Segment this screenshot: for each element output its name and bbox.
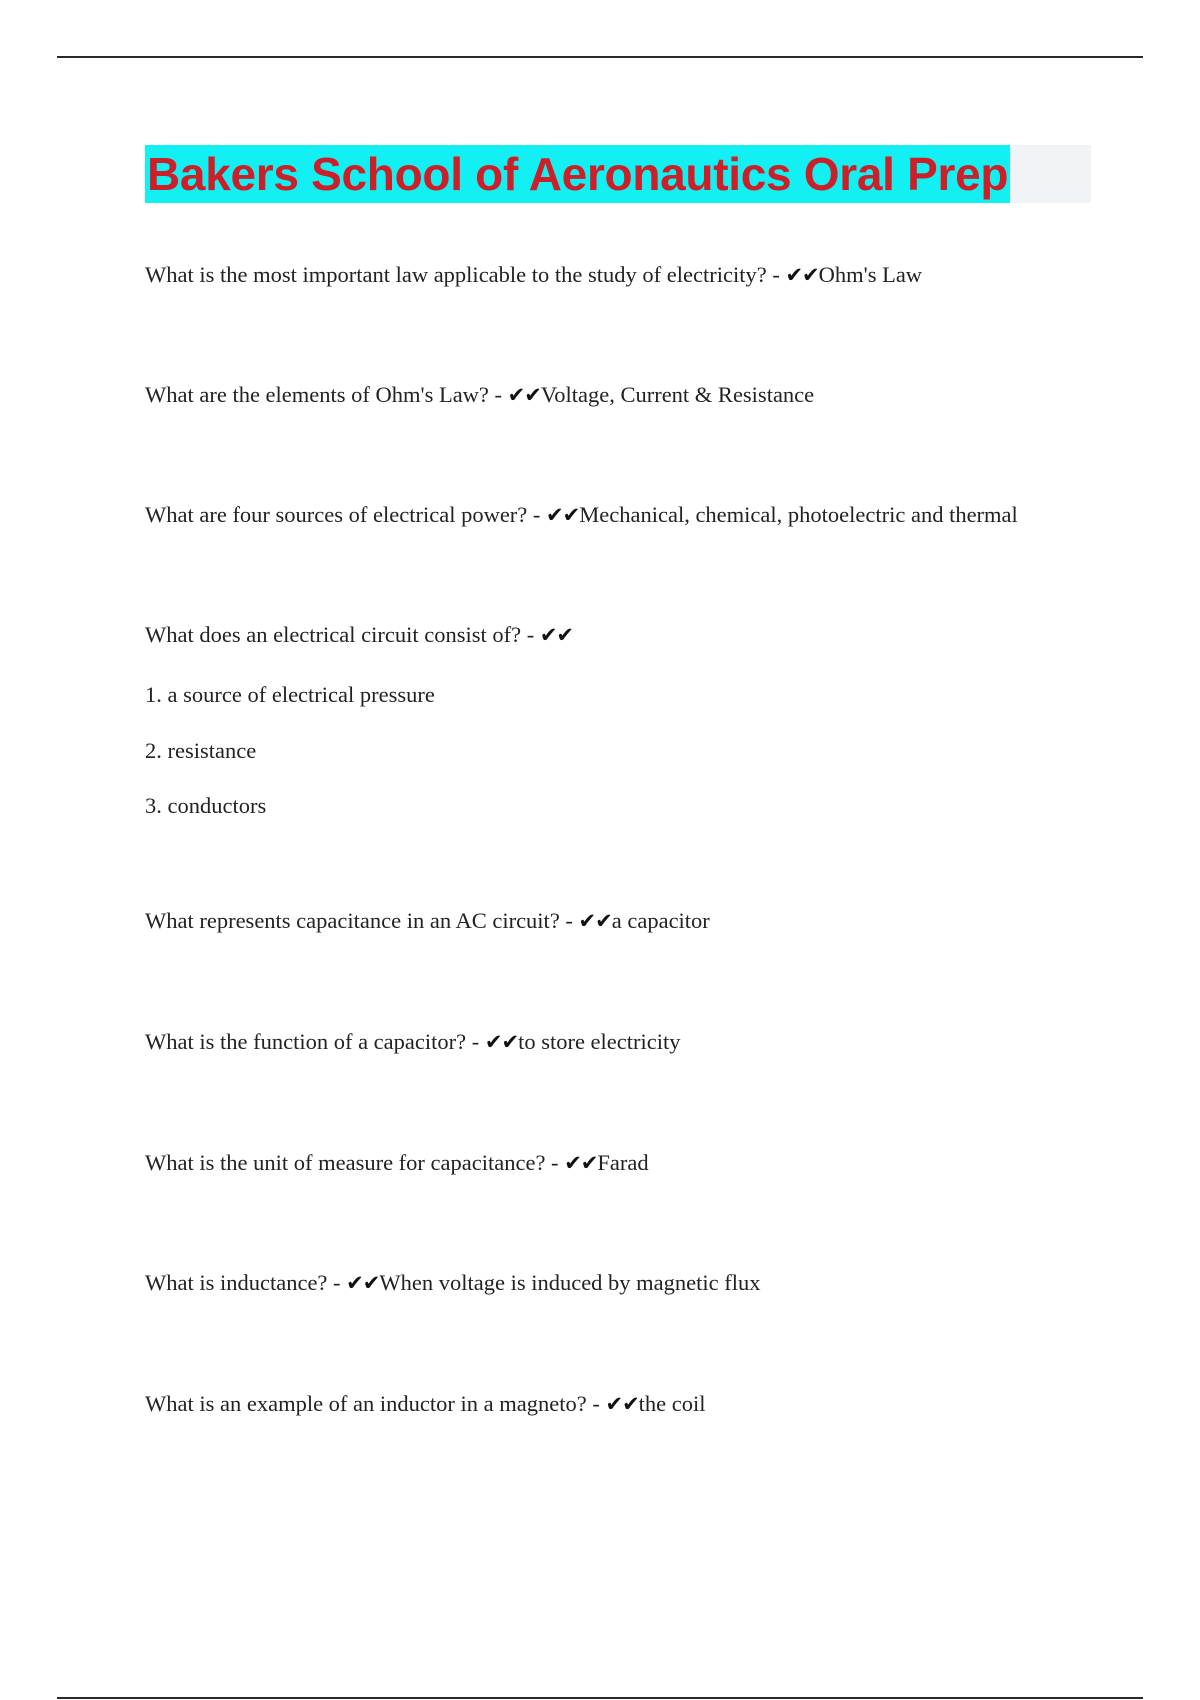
answer-text: to store electricity — [518, 1029, 681, 1054]
qa-item — [145, 1389, 706, 1419]
qa-item — [145, 380, 814, 410]
check-mark-icon: ✔✔ — [578, 909, 612, 933]
question-text: What are four sources of electrical power? - — [145, 502, 547, 527]
qa-item — [145, 260, 922, 290]
question-text: What is an example of an inductor in a magneto? - — [145, 1391, 606, 1416]
check-mark-icon: ✔✔ — [564, 1151, 598, 1175]
check-mark-icon: ✔✔ — [507, 383, 541, 407]
answer-text: Voltage, Current & Resistance — [540, 382, 815, 407]
check-mark-icon: ✔✔ — [484, 1030, 519, 1054]
list-item: 2. resistance — [145, 738, 257, 763]
check-mark-icon: ✔✔ — [346, 1271, 380, 1295]
question-text: What is the most important law applicable to the study of electricity? - — [145, 262, 786, 287]
qa-item — [145, 906, 710, 936]
answer-text: When voltage is induced by magnetic flux — [379, 1270, 761, 1295]
qa-item — [145, 1268, 761, 1298]
check-mark-icon: ✔✔ — [546, 503, 580, 527]
question-text: What is inductance? - — [145, 1270, 347, 1295]
qa-item — [145, 620, 573, 650]
qa-item — [145, 1027, 681, 1057]
answer-text: Farad — [597, 1150, 649, 1175]
qa-item — [145, 500, 1018, 530]
document-title: Bakers School of Aeronautics Oral Prep — [145, 145, 1010, 203]
top-divider — [57, 56, 1143, 58]
answer-text: the coil — [638, 1391, 706, 1416]
answer-text: Ohm's Law — [818, 262, 923, 287]
check-mark-icon: ✔✔ — [605, 1392, 639, 1416]
bottom-divider — [57, 1697, 1143, 1699]
list-item: 1. a source of electrical pressure — [145, 682, 435, 707]
check-mark-icon: ✔✔ — [785, 263, 819, 287]
answer-text: a capacitor — [611, 908, 710, 933]
question-text: What represents capacitance in an AC circuit? - — [145, 908, 579, 933]
answer-text: Mechanical, chemical, photoelectric and thermal — [579, 502, 1018, 527]
question-text: What is the function of a capacitor? - — [145, 1029, 485, 1054]
question-text: What are the elements of Ohm's Law? - — [145, 382, 508, 407]
question-text: What does an electrical circuit consist of? - — [145, 622, 540, 647]
question-text: What is the unit of measure for capacitance? - — [145, 1150, 565, 1175]
qa-item — [145, 1148, 649, 1178]
check-mark-icon: ✔✔ — [539, 623, 574, 647]
list-item: 3. conductors — [145, 793, 267, 818]
